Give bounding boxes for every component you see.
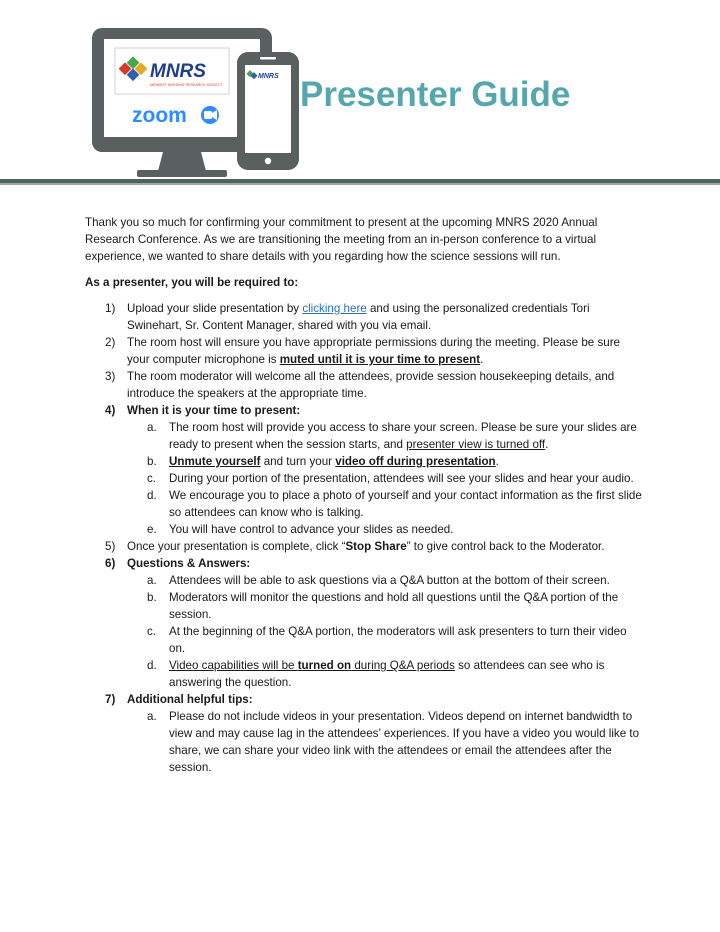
item-heading: Additional helpful tips: <box>127 693 253 706</box>
list-item-7 <box>85 691 645 708</box>
list-number: 6) <box>105 557 116 570</box>
sub-item-4e: e. You will have control to advance your slides as needed. <box>147 523 454 536</box>
sub-item-6a: a. Attendees will be able to ask questions via a Q&A button at the bottom of their screen. <box>147 574 610 587</box>
item-heading: Questions & Answers: <box>127 557 251 570</box>
guide-body <box>85 214 645 776</box>
page-title: Presenter Guide <box>300 75 571 114</box>
sub-item-4a: a. The room host will provide you access to share your screen. Please be sure your slides are ready to present when the session starts, and presenter view is turned off. <box>147 421 637 451</box>
list-number: 2) <box>105 336 116 349</box>
header-graphic <box>0 0 720 190</box>
intro-paragraph: Thank you so much for confirming your commitment to present at the upcoming MNRS 2020 Annual Research Conference. As we are transitioning the meeting from an in-person conference to a virtual experience, we wanted to share details with you regarding how the science sessions will run. <box>85 216 598 263</box>
header-banner <box>0 0 720 190</box>
muted-emphasis: muted until it is your time to present <box>279 353 481 366</box>
phone-icon <box>237 52 299 170</box>
sub-item-4d: d. We encourage you to place a photo of yourself and your contact information as the first slide so attendees can know who is talking. <box>147 489 642 519</box>
list-number: 1) <box>105 302 116 315</box>
list-item-6 <box>85 555 645 572</box>
svg-text:MNRS: MNRS <box>150 61 206 82</box>
sub-item-4c: c. During your portion of the presentation, attendees will see your slides and hear your audio. <box>147 472 634 485</box>
list-number: 4) <box>105 404 116 417</box>
list-item-4 <box>85 402 645 419</box>
mnrs-logo <box>115 48 229 94</box>
sub-item-6b: b. Moderators will monitor the questions and hold all questions until the Q&A portion of the session. <box>147 591 619 621</box>
list-item-1: 1) Upload your slide presentation by clicking here and using the personalized credentials Tori Swinehart, Sr. Content Manager, shared with you via email. <box>105 302 590 332</box>
list-item-3: 3) The room moderator will welcome all the attendees, provide session housekeeping details, and introduce the speakers at the appropriate time. <box>105 370 615 400</box>
list-number: 3) <box>105 370 116 383</box>
list-item-5: 5) Once your presentation is complete, click “Stop Share” to give control back to the Moderator. <box>105 540 605 553</box>
item-heading: When it is your time to present: <box>127 404 301 417</box>
stop-share-emphasis: Stop Share <box>345 540 407 553</box>
sub-item-7a: a. Please do not include videos in your presentation. Videos depend on internet bandwidth to view and may cause lag in the attendees’ experiences. If you have a video you would like to share, we can share your video link with the attendees or email the attendees after the session. <box>147 710 640 774</box>
list-number: 5) <box>105 540 116 553</box>
list-number: 7) <box>105 693 116 706</box>
svg-text:MNRS: MNRS <box>258 73 279 80</box>
list-item-2: 2) The room host will ensure you have appropriate permissions during the meeting. Please be sure your computer microphone is muted until it is your time to present. <box>105 336 621 366</box>
sub-item-4b: b. Unmute yourself and turn your video off during presentation. <box>147 455 499 468</box>
svg-text:zoom: zoom <box>132 104 187 127</box>
requirements-heading: As a presenter, you will be required to: <box>85 276 299 289</box>
sub-item-6d: d. Video capabilities will be turned on during Q&A periods so attendees can see who is answering the question. <box>147 659 605 689</box>
sub-item-6c: c. At the beginning of the Q&A portion, the moderators will ask presenters to turn their video on. <box>147 625 627 655</box>
clicking-here-link[interactable]: clicking here <box>302 302 367 315</box>
header-rule <box>0 179 720 183</box>
svg-text:MIDWEST NURSING RESEARCH SOCIE: MIDWEST NURSING RESEARCH SOCIETY <box>150 83 223 87</box>
